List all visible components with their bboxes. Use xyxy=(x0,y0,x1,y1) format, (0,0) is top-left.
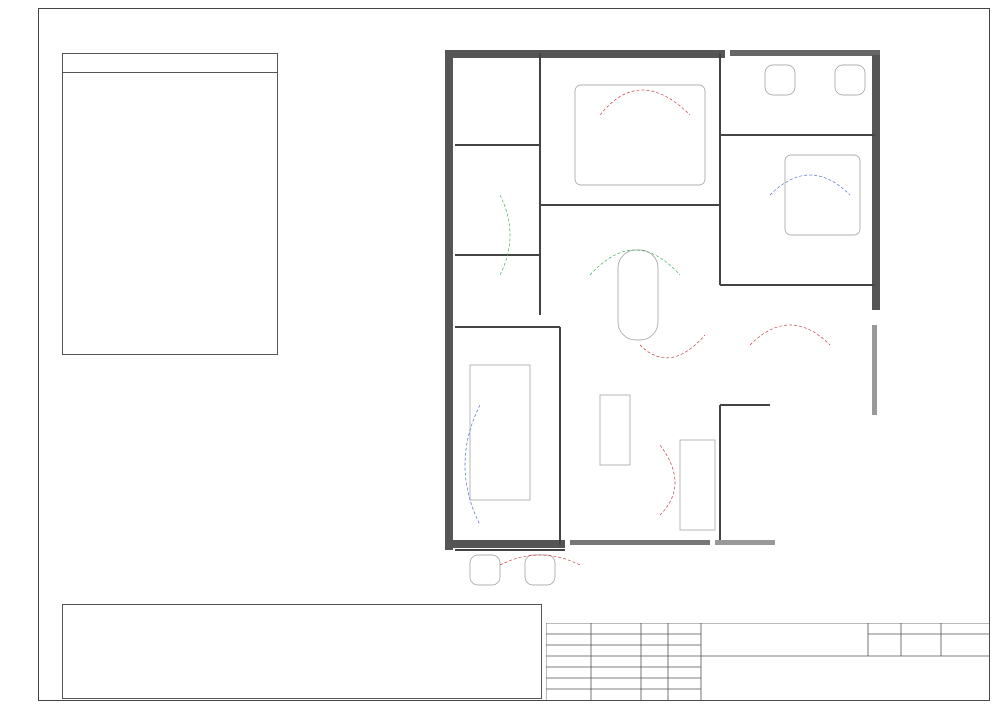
legend-title xyxy=(63,54,277,73)
title-block xyxy=(546,623,990,701)
notes-box xyxy=(62,604,542,699)
interior-walls xyxy=(455,53,875,550)
walls xyxy=(445,50,880,550)
floor-plan xyxy=(440,45,890,605)
furniture xyxy=(470,65,865,585)
legend-table xyxy=(62,53,278,355)
